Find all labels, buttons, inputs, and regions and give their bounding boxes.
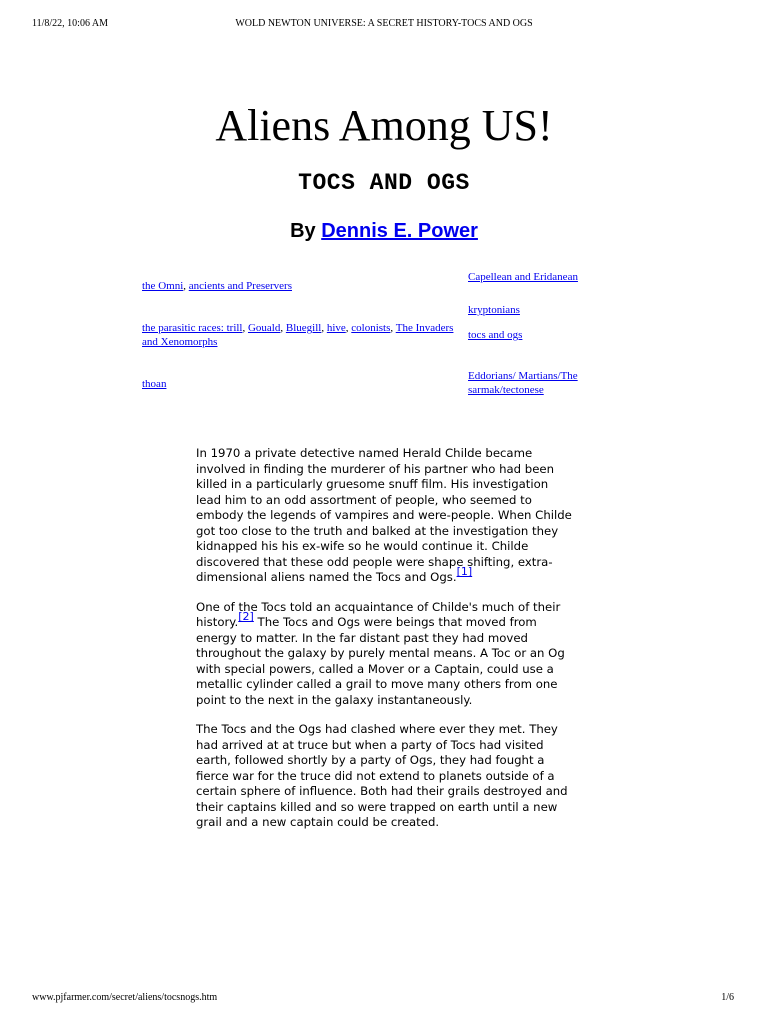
- nav-right-row-1: [468, 270, 608, 284]
- paragraph-2-text-b: The Tocs and Ogs were beings that moved from energy to matter. In the far distant past they had moved throughout the galaxy by purely mental means. A Toc or an Og with special powers, called a Mover or a Captain, could use a metallic cylinder called a grail to move many others from one point to the next in the galaxy instantaneously.: [196, 615, 565, 707]
- page-subtitle: TOCS AND OGS: [298, 170, 470, 196]
- footnote-2-link[interactable]: [2]: [238, 610, 254, 623]
- byline: [0, 220, 768, 243]
- byline-prefix: By: [290, 220, 322, 242]
- nav-left-row-3: [142, 377, 454, 391]
- print-datetime: 11/8/22, 10:06 AM: [32, 18, 109, 29]
- nav-link-trill[interactable]: the parasitic races: trill: [142, 322, 243, 334]
- nav-link-omni[interactable]: the Omni: [142, 280, 184, 292]
- nav-link-kryptonians[interactable]: kryptonians: [468, 304, 520, 316]
- nav-link-hive[interactable]: hive: [326, 322, 346, 334]
- paragraph-2-text-a: One of the Tocs told an acquaintance of Childe's much of their history.: [196, 599, 561, 629]
- nav-link-thoan[interactable]: thoan: [142, 378, 167, 390]
- author-link[interactable]: Dennis E. Power: [321, 220, 478, 242]
- nav-link-gouald[interactable]: Gouald: [247, 322, 281, 334]
- nav-right-row-2: [468, 303, 608, 317]
- footnote-1: [457, 565, 473, 578]
- nav-link-invaders[interactable]: The Invaders and Xenomorphs: [142, 322, 454, 348]
- nav-link-tocs-ogs[interactable]: tocs and ogs: [468, 329, 523, 341]
- footnote-2: [238, 610, 254, 623]
- article-paragraph-1: [196, 446, 576, 586]
- nav-link-ancients[interactable]: ancients and Preservers: [188, 280, 292, 292]
- article-paragraph-2: [196, 600, 576, 709]
- nav-right-row-3: [468, 328, 608, 342]
- print-page-number: 1/6: [721, 992, 734, 1003]
- article-body: [196, 446, 576, 845]
- nav-right-row-4: [468, 369, 608, 397]
- article-paragraph-3: The Tocs and the Ogs had clashed where ever they met. They had arrived at at truce but when a party of Tocs had visited earth, followed shortly by a party of Ogs, they had fought a fierce war for the truce did not extend to planets outside of a certain sphere of influence. Both had their grails destroyed and their captains killed and so were trapped on earth until a new grail and a new captain could be created.: [196, 722, 568, 829]
- paragraph-1-text: In 1970 a private detective named Herald Childe became involved in finding the murderer of his partner who had been killed in a particularly gruesome snuff film. His investigation lead him to an odd assortment of people, who seemed to embody the legends of vampires and were-people. When Childe got too close to the truth and balked at the investigation they kidnapped his his ex-wife so he would continue it. Childe discovered that these odd people were shape shifting, extra-dimensional aliens named the Tocs and Ogs.: [196, 446, 572, 584]
- nav-link-colonists[interactable]: colonists: [351, 322, 391, 334]
- page-title: Aliens Among US!: [215, 101, 553, 150]
- nav-link-eddorians[interactable]: Eddorians/ Martians/The sarmak/tectonese: [468, 370, 578, 396]
- print-page-title: WOLD NEWTON UNIVERSE: A SECRET HISTORY-TOCS AND OGS: [235, 18, 533, 29]
- nav-left-row-2: the parasitic races: trill, Gouald, Bluegill, hive, colonists, The Invaders and Xenomorphs: [142, 322, 454, 348]
- nav-link-bluegill[interactable]: Bluegill: [285, 322, 322, 334]
- print-url: www.pjfarmer.com/secret/aliens/tocsnogs.htm: [32, 992, 218, 1003]
- nav-link-capellean[interactable]: Capellean and Eridanean: [468, 271, 578, 283]
- footnote-1-link[interactable]: [1]: [456, 565, 473, 578]
- nav-left-row-1: the Omni, ancients and Preservers: [142, 280, 292, 292]
